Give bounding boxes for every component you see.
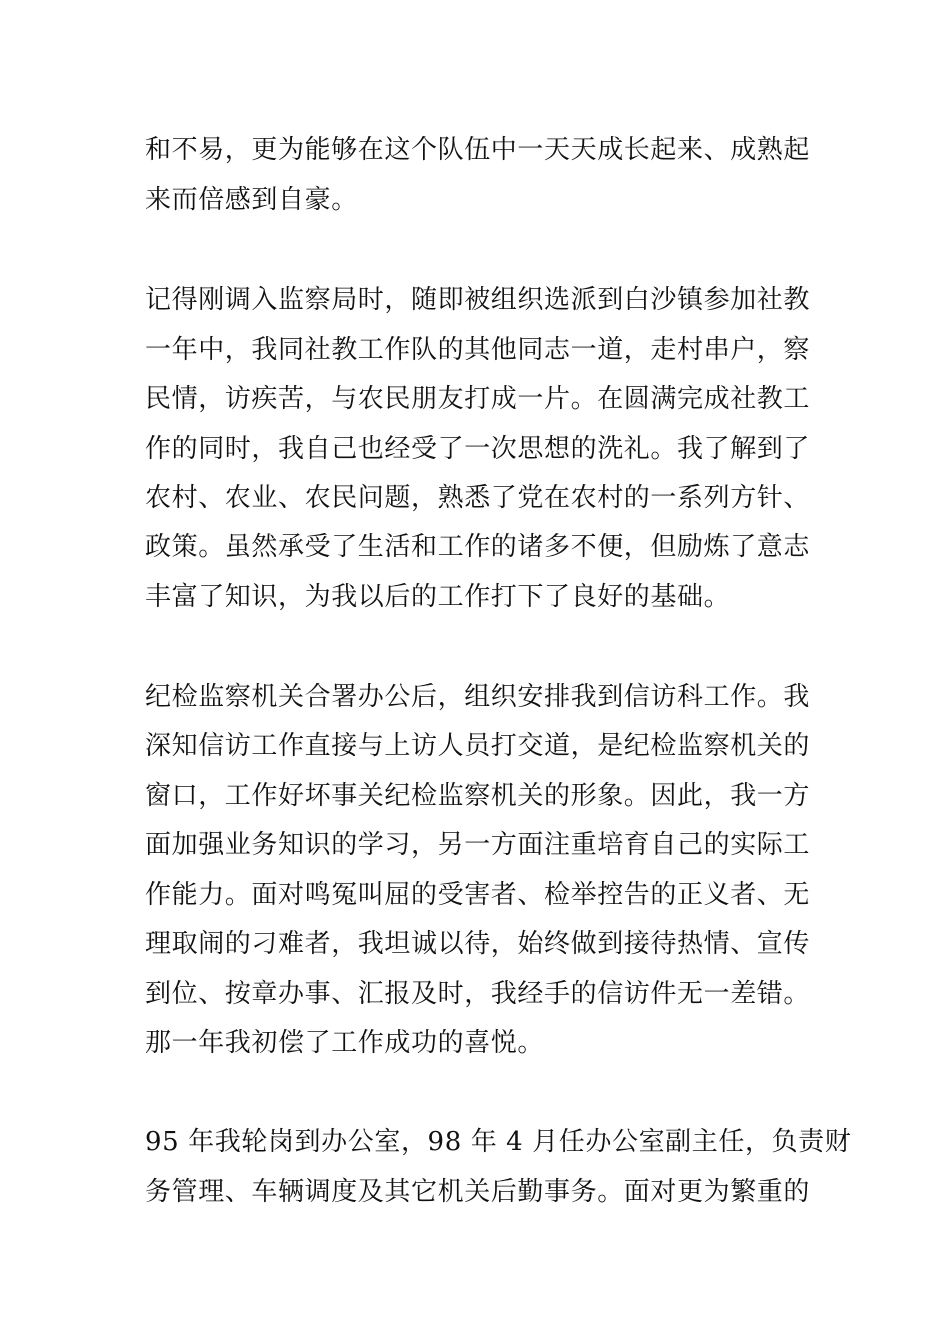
paragraph-4-line-1: 95 年我轮岗到办公室，98 年 4 月任办公室副主任，负责财 — [145, 1127, 852, 1157]
paragraph-3-line-1: 纪检监察机关合署办公后，组织安排我到信访科工作。我 — [145, 682, 811, 712]
paragraph-1-line-1: 和不易，更为能够在这个队伍中一天天成长起来、成熟起 — [145, 135, 811, 165]
paragraph-3-line-7: 到位、按章办事、汇报及时，我经手的信访件无一差错。 — [145, 979, 811, 1009]
paragraph-4-line-2: 务管理、车辆调度及其它机关后勤事务。面对更为繁重的 — [145, 1177, 811, 1207]
paragraph-3-line-8: 那一年我初偿了工作成功的喜悦。 — [145, 1028, 545, 1058]
paragraph-3-line-2: 深知信访工作直接与上访人员打交道，是纪检监察机关的 — [145, 731, 811, 761]
paragraph-2-line-7: 丰富了知识，为我以后的工作打下了良好的基础。 — [145, 582, 731, 612]
paragraph-3-line-6: 理取闹的刁难者，我坦诚以待，始终做到接待热情、宣传 — [145, 929, 811, 959]
paragraph-2-line-3: 民情，访疾苦，与农民朋友打成一片。在圆满完成社教工 — [145, 384, 811, 414]
paragraph-3-line-3: 窗口，工作好坏事关纪检监察机关的形象。因此，我一方 — [145, 781, 811, 811]
paragraph-2-line-2: 一年中，我同社教工作队的其他同志一道，走村串户，察 — [145, 335, 811, 365]
paragraph-3-line-4: 面加强业务知识的学习，另一方面注重培育自己的实际工 — [145, 830, 811, 860]
paragraph-2-line-5: 农村、农业、农民问题，熟悉了党在农村的一系列方针、 — [145, 483, 811, 513]
paragraph-3-line-5: 作能力。面对鸣冤叫屈的受害者、检举控告的正义者、无 — [145, 880, 811, 910]
paragraph-2-line-4: 作的同时，我自己也经受了一次思想的洗礼。我了解到了 — [145, 434, 811, 464]
paragraph-2-line-1: 记得刚调入监察局时，随即被组织选派到白沙镇参加社教 — [145, 285, 811, 315]
paragraph-1-line-2: 来而倍感到自豪。 — [145, 185, 358, 215]
paragraph-2-line-6: 政策。虽然承受了生活和工作的诸多不便，但励炼了意志 — [145, 532, 811, 562]
